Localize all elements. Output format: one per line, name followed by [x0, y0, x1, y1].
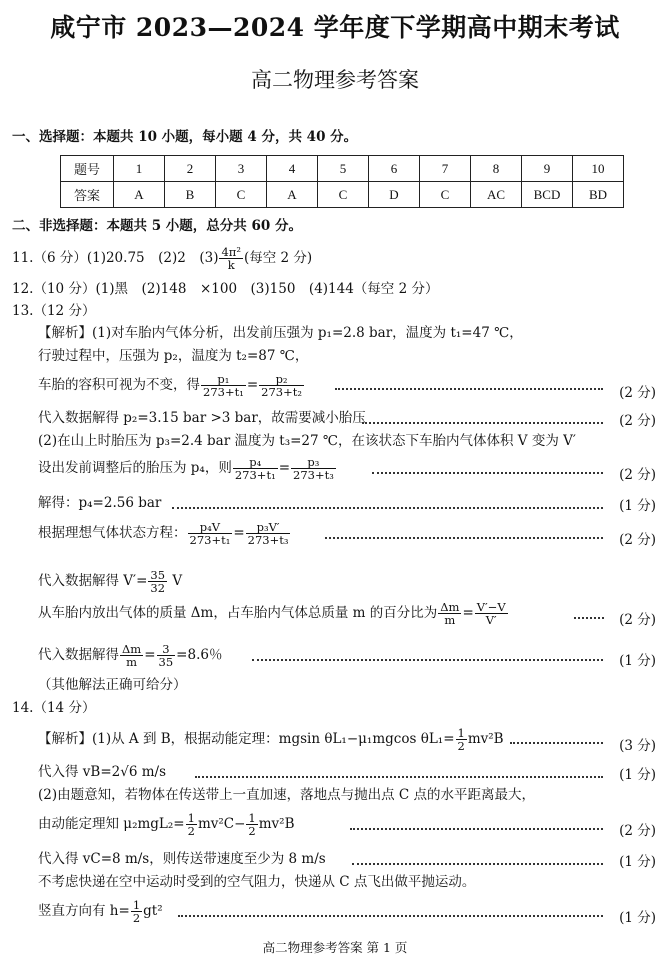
q13-line1: 【解析】(1)对车胎内气体分析，出发前压强为 p₁=2.8 bar，温度为 t₁=47 ℃，: [38, 325, 523, 341]
table-cell-answer: C: [420, 182, 471, 208]
score-label: (2 分): [619, 467, 656, 483]
page-footer: 高二物理参考答案 第 1 页: [262, 940, 408, 955]
table-row-questions: [61, 156, 624, 182]
q13-line8: 根据理想气体状态方程： $\frac{\text{p₄V}}{\text{273+t₁}}$ = $\frac{\text{p₃V′}}{\text{273+t₃}}$: [38, 520, 289, 547]
table-cell-label: 题号: [61, 156, 114, 182]
q14-line5: 代入得 vC=8 m/s，则传送带速度至少为 8 m/s: [38, 851, 326, 867]
score-label: (2 分): [619, 612, 656, 628]
table-row-answers: [61, 182, 624, 208]
q14-line6: 不考虑快递在空中运动时受到的空气阻力，快递从 C 点飞出做平抛运动。: [38, 874, 476, 890]
table-cell-question: 7: [420, 156, 471, 182]
score-label: (1 分): [619, 498, 656, 514]
score-label: (1 分): [619, 653, 656, 669]
q14-label: 14.（14 分）: [12, 700, 96, 716]
page-subtitle: 高二物理参考答案: [251, 68, 419, 92]
table-cell-question: 8: [471, 156, 522, 182]
table-cell-answer: BCD: [522, 182, 573, 208]
table-cell-answer: A: [114, 182, 165, 208]
table-cell-question: 6: [369, 156, 420, 182]
score-label: (2 分): [619, 413, 656, 429]
q14-line4: 由动能定理知 μ₂mgL₂= $\frac{1}{2}$ mv²C− $\frac{1}{2}$ mv²B: [38, 811, 295, 838]
table-cell-answer: D: [369, 182, 420, 208]
q14-line1: 【解析】(1)从 A 到 B，根据动能定理：mgsin θL₁−μ₁mgcos θL₁= $\frac{1}{2}$ mv²B: [38, 726, 504, 753]
score-label: (1 分): [619, 767, 656, 783]
table-cell-answer: C: [216, 182, 267, 208]
q13-line9: 代入数据解得 V′= $\frac{35}{32}$ V: [38, 568, 183, 595]
dot-leader: [335, 388, 603, 390]
dot-leader: [172, 507, 603, 509]
table-cell-question: 10: [573, 156, 624, 182]
score-label: (2 分): [619, 532, 656, 548]
dot-leader: [574, 617, 604, 619]
fraction: $\frac{\text{4π²}}{k}$: [221, 245, 241, 272]
dot-leader: [178, 915, 603, 917]
table-cell-label: 答案: [61, 182, 114, 208]
q14-line7: 竖直方向有 h= $\frac{1}{2}$ gt²: [38, 898, 163, 925]
dot-leader: [510, 742, 603, 744]
dot-leader: [195, 776, 603, 778]
dot-leader: [362, 422, 603, 424]
table-cell-answer: BD: [573, 182, 624, 208]
dot-leader: [352, 863, 603, 865]
q13-label: 13.（12 分）: [12, 303, 96, 319]
q13-line4: 代入数据解得 p₂=3.15 bar >3 bar，故需要减小胎压: [38, 410, 366, 426]
table-cell-question: 1: [114, 156, 165, 182]
q13-line5: (2)在山上时胎压为 p₃=2.4 bar 温度为 t₃=27 ℃，在该状态下车胎内气体体积 V 变为 V′: [38, 433, 576, 449]
q13-line10: 从车胎内放出气体的质量 Δm，占车胎内气体总质量 m 的百分比为 $\frac{\Delta m}{m}$ = $\frac{V'-V}{V'}$: [38, 600, 506, 627]
answer-table: [60, 155, 624, 208]
dot-leader: [325, 537, 603, 539]
q13-line2: 行驶过程中，压强为 p₂，温度为 t₂=87 ℃，: [38, 348, 309, 364]
q12-line: 12.（10 分）(1)黑 (2)148 ×100 (3)150 (4)144（每空 2 分）: [12, 281, 439, 297]
q14-line3: (2)由题意知，若物体在传送带上一直加速，落地点与抛出点 C 点的水平距离最大，: [38, 787, 536, 803]
dot-leader: [252, 659, 603, 661]
table-cell-answer: AC: [471, 182, 522, 208]
q13-line3: 车胎的容积可视为不变，得 $\frac{\text{p₁}}{\text{273+t₁}}$ = $\frac{\text{p₂}}{\text{273+t₂}}$: [38, 372, 302, 399]
score-label: (2 分): [619, 385, 656, 401]
q11-line: 11.（6 分）(1)20.75 (2)2 (3) $\frac{\text{4π²}}{k}$ (每空 2 分): [12, 245, 313, 272]
table-cell-answer: A: [267, 182, 318, 208]
table-cell-question: 4: [267, 156, 318, 182]
score-label: (2 分): [619, 823, 656, 839]
q14-line2: 代入得 vB=2√6 m/s: [38, 764, 166, 780]
section1-heading: 一、选择题：本题共 10 小题，每小题 4 分，共 40 分。: [12, 129, 358, 145]
score-label: (1 分): [619, 854, 656, 870]
score-label: (1 分): [619, 910, 656, 926]
q13-line6: 设出发前调整后的胎压为 p₄，则 $\frac{\text{p₄}}{\text{273+t₁}}$ = $\frac{\text{p₃}}{\text{273+t₃}}$: [38, 455, 334, 482]
table-cell-answer: B: [165, 182, 216, 208]
q13-line7: 解得：p₄=2.56 bar: [38, 495, 162, 511]
dot-leader: [350, 828, 603, 830]
q13-note: （其他解法正确可给分）: [38, 677, 187, 693]
score-label: (3 分): [619, 738, 656, 754]
page-title: 咸宁市 2023—2024 学年度下学期高中期末考试: [50, 13, 620, 42]
q13-line11: 代入数据解得 $\frac{\Delta m}{m}$ = $\frac{3}{35}$ =8.6％: [38, 642, 223, 669]
table-cell-question: 2: [165, 156, 216, 182]
dot-leader: [372, 472, 603, 474]
table-cell-question: 3: [216, 156, 267, 182]
table-cell-answer: C: [318, 182, 369, 208]
table-cell-question: 5: [318, 156, 369, 182]
table-cell-question: 9: [522, 156, 573, 182]
section2-heading: 二、非选择题：本题共 5 小题，总分共 60 分。: [12, 218, 302, 234]
